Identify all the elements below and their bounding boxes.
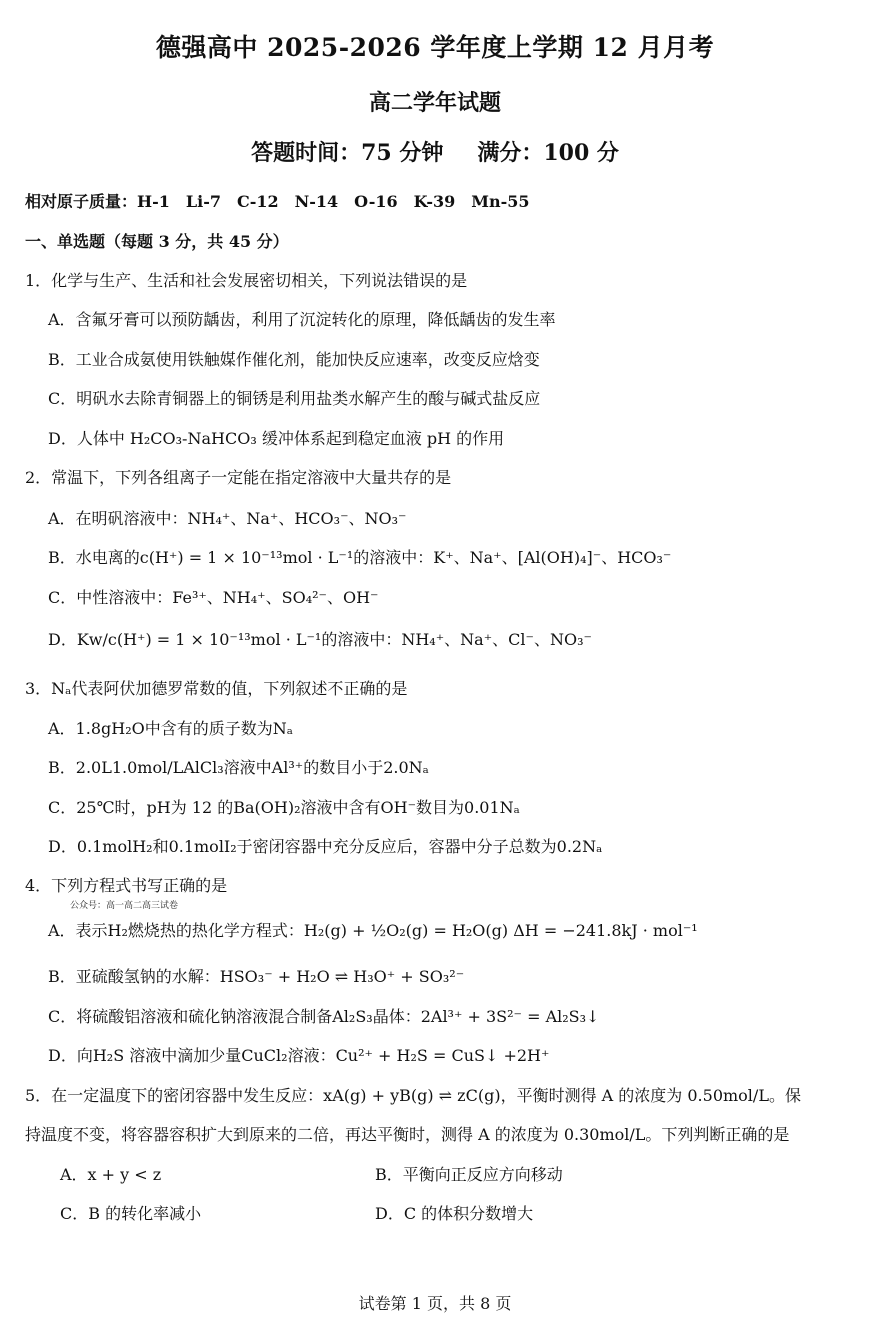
question-4-note: 公众号：高一高二高三试卷 [70, 901, 179, 911]
question-2-option-c: C．中性溶液中：Fe³⁺、NH₄⁺、SO₄²⁻、OH⁻ [48, 588, 379, 607]
exam-score: 满分：100 分 [477, 140, 619, 166]
question-5-option-a: A．x + y < z [60, 1165, 162, 1184]
question-4-option-b: B．亚硫酸氢钠的水解：HSO₃⁻ + H₂O ⇌ H₃O⁺ + SO₃²⁻ [48, 967, 465, 986]
question-2-option-a: A．在明矾溶液中：NH₄⁺、Na⁺、HCO₃⁻、NO₃⁻ [48, 509, 407, 528]
question-2-stem: 2．常温下，下列各组离子一定能在指定溶液中大量共存的是 [25, 468, 452, 487]
atomic-mass-line: 相对原子质量：H-1 Li-7 C-12 N-14 O-16 K-39 Mn-55 [25, 192, 530, 211]
question-4-option-d: D．向H₂S 溶液中滴加少量CuCl₂溶液：Cu²⁺ + H₂S = CuS↓ +2H⁺ [48, 1046, 550, 1065]
exam-subtitle: 高二学年试题 [368, 90, 501, 116]
page-footer: 试卷第 1 页，共 8 页 [358, 1294, 512, 1313]
section-title: 一、单选题（每题 3 分，共 45 分） [25, 232, 289, 251]
question-3-option-d: D．0.1molH₂和0.1molI₂于密闭容器中充分反应后，容器中分子总数为0.2Nₐ [48, 837, 603, 856]
question-2-option-b: B．水电离的c(H⁺) = 1 × 10⁻¹³mol · L⁻¹的溶液中：K⁺、Na⁺、[Al(OH)₄]⁻、HCO₃⁻ [48, 548, 672, 567]
question-5-stem-continued: 持温度不变，将容器容积扩大到原来的二倍，再达平衡时，测得 A 的浓度为 0.30mol/L。下列判断正确的是 [25, 1125, 790, 1144]
question-1-option-c: C．明矾水去除青铜器上的铜锈是利用盐类水解产生的酸与碱式盐反应 [48, 389, 541, 408]
question-3-stem: 3．Nₐ代表阿伏加德罗常数的值，下列叙述不正确的是 [25, 679, 408, 698]
question-5-option-c: C．B 的转化率减小 [60, 1204, 202, 1223]
exam-info [0, 136, 870, 167]
exam-time: 答题时间：75 分钟 [251, 140, 444, 166]
question-3-option-a: A．1.8gH₂O中含有的质子数为Nₐ [48, 719, 293, 738]
question-4-stem: 4．下列方程式书写正确的是 [25, 876, 228, 895]
question-5-option-b: B．平衡向正反应方向移动 [375, 1165, 563, 1184]
question-4-option-a: A．表示H₂燃烧热的热化学方程式：H₂(g) + ½O₂(g) = H₂O(g) ΔH = −241.8kJ · mol⁻¹ [48, 921, 698, 940]
question-3-option-b: B．2.0L1.0mol/LAlCl₃溶液中Al³⁺的数目小于2.0Nₐ [48, 758, 429, 777]
question-3-option-c: C．25℃时，pH为 12 的Ba(OH)₂溶液中含有OH⁻数目为0.01Nₐ [48, 798, 520, 817]
question-1-stem: 1．化学与生产、生活和社会发展密切相关，下列说法错误的是 [25, 271, 468, 290]
question-1-option-d: D．人体中 H₂CO₃-NaHCO₃ 缓冲体系起到稳定血液 pH 的作用 [48, 429, 505, 448]
question-4-option-c: C．将硫酸铝溶液和硫化钠溶液混合制备Al₂S₃晶体：2Al³⁺ + 3S²⁻ = Al₂S₃↓ [48, 1007, 600, 1026]
question-1-option-a: A．含氟牙膏可以预防龋齿，利用了沉淀转化的原理，降低龋齿的发生率 [48, 310, 556, 329]
question-5-stem: 5．在一定温度下的密闭容器中发生反应：xA(g) + yB(g) ⇌ zC(g)，平衡时测得 A 的浓度为 0.50mol/L。保 [25, 1086, 801, 1105]
question-2-option-d: D．Kw/c(H⁺) = 1 × 10⁻¹³mol · L⁻¹的溶液中：NH₄⁺、Na⁺、Cl⁻、NO₃⁻ [48, 630, 592, 649]
exam-title: 德强高中 2025-2026 学年度上学期 12 月月考 [155, 33, 715, 62]
question-1-option-b: B．工业合成氨使用铁触媒作催化剂，能加快反应速率，改变反应焓变 [48, 350, 540, 369]
question-5-option-d: D．C 的体积分数增大 [375, 1204, 534, 1223]
